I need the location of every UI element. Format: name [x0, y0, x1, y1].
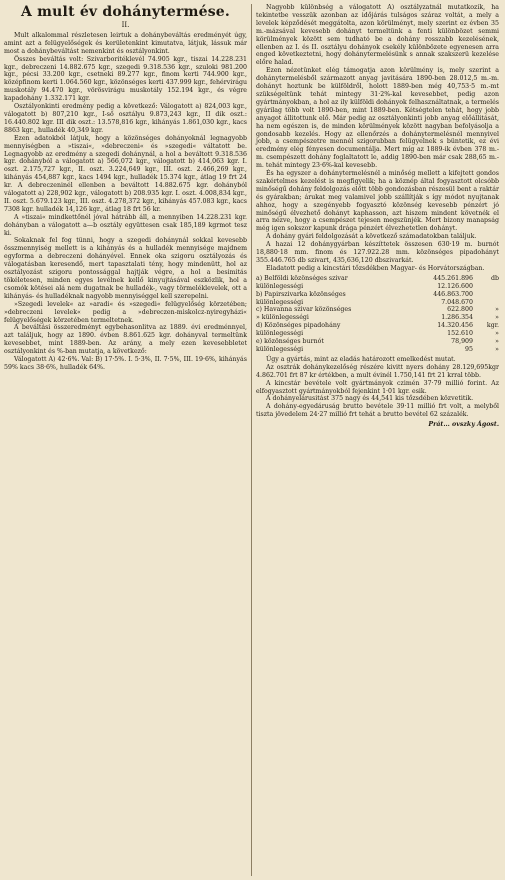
row-unit: » — [495, 314, 499, 322]
row-value: 152.610 — [447, 330, 473, 338]
row-label: b) Papirszivarka közönséges — [256, 290, 346, 298]
row-value: 622.800 — [447, 306, 473, 314]
table-row — [256, 346, 499, 354]
paragraph: Összes beváltás volt: Szivarboritéklevél 74.905 kgr., tiszai 14.228.231 kgr., debreczeni 14.882.675 kgr., szegedi 9.318.536 kgr., szuloki 981.200 kgr., pécsi 33.200 kgr., csetneki 89.277 kgr., finom kerti 744.900 kgr., középfinom kerti 1.064.560 kgr., közönséges kerti 437.999 kgr., fehérvirágu muskotály 94.470 kgr., vörösvirágu muskotály 152.194 kgr., és végre kapadohány 1.332.171 kgr. — [4, 55, 247, 103]
row-unit: » — [495, 306, 499, 314]
section-number: II. — [121, 21, 130, 29]
row-unit: kgr. — [486, 322, 499, 330]
paragraph: Úgy a gyártás, mint az eladás határozott emelkedést mutat. — [266, 355, 456, 363]
table-row — [256, 283, 499, 291]
row-value: 1.286.354 — [441, 314, 473, 322]
table-row — [256, 291, 499, 299]
paragraph: Ezen adatokból látjuk, hogy a közönséges dohányoknál legnagyobb mennyiségben a »tiszai«, »debreczeni« és »szegedi« váltatott be. Legnagyobb az eredmény a szegedi dohánynál, a hol a beváltott 9.318.536 kgr. dohányból a válogatott a) 566,072 kgr., válogatott b) 414,063 kgr. I. oszt. 2.175,727 kgr., II. oszt. 3.224,649 kgr., III. oszt. 2.466,269 kgr., kihányás 454,887 kgr., kacs 1494 kgr., hulladék 15.374 kgr., átlag 19 frt 24 kr. A debreczeninél ellenben a beváltott 14.882.675 kgr. dohányból válogatott a) 228,902 kgr., válogatott b) 208.935 kgr. I. oszt. 4.008,834 kgr., II. oszt. 5.679.123 kgr., III. oszt. 4.278,372 kgr., kihányás 457.083 kgr., kacs 7308 kgr. hulladék 14,126 kgr., átlag 18 frt 56 kr. — [4, 134, 247, 213]
row-label: d) Közönséges pipadohány — [256, 322, 341, 330]
paragraph: Mult alkalommal részletesen leirtuk a dohánybeváltás eredményét úgy, amint azt a felügyelőségek és kerületenkint kimutatva, látjuk, lássuk már most a dohánybeváltást nemenkint és osztályonkint. — [4, 31, 247, 55]
row-label: különlegességi — [256, 298, 304, 306]
paragraph: Eladatott pedig a kincstári tőzsdékben Magyar- és Horvátországban. — [266, 264, 485, 272]
row-unit: » — [495, 338, 499, 346]
column-divider — [251, 4, 252, 876]
row-value: 7.048.670 — [441, 298, 473, 306]
row-value: 445.261.896 — [433, 274, 473, 282]
row-label: c) Havanna szivar közönséges — [256, 306, 352, 314]
table-row — [256, 338, 499, 346]
row-label: a) Belföldi közönséges szivar — [256, 274, 348, 282]
paragraph: A dohány gyári feldolgozását a következő számadatokban találjuk. — [266, 233, 477, 241]
row-unit: » — [495, 330, 499, 338]
author-signature: Prát... ovszky Ágost. — [428, 421, 499, 429]
paragraph: És ha egyszer a dohánytermelésnél a minőség mellett a kifejtett gondos szakértelmes kezelést is megfigyelik; ha a köznép által fogyasztott olcsóbb minőségű dohány feldolgozás előtt több gondozásban részesül bent a raktár és gyárakban; árukat meg valamivel jobb szállítják s így módot nyujtanak ahhoz, hogy a szegényebb fogyasztó közönség kevesebb pénzért jó minőségű élvezhető dohányt kaphasson, azt hiszem mindent követnék el arra nézve, hogy a csempészet tejesen megszünjék. Mert bizony manapság még igen sokszor kapunk drága pénzért élvezhetetlen dohányt. — [256, 170, 499, 233]
paragraph: A kincstár bevétele volt gyártmányok czimén 37·79 millió forint. Az elfogyasztott gyártmányokból fejenkint 1·01 kgr. esik. — [256, 379, 499, 395]
left-column — [4, 4, 247, 372]
paragraph: Nagyobb különbség a válogatott A) osztályzatnál mutatkozik, ha tekintetbe vesszük azonban az időjárás tulságos száraz voltát, a mely a levelek képződését meggátolta, azon körülményt, mely szerint ez évben 35 m.-mázsával kevesebb dohányt termeltünk a fenti különbözet semmi körülmények között sem tudható be a dohány rosszabb kezelésének, ellenben az I. és II. osztályu dohányok csekély különbözete egyenesen arra enged következtetni, hogy dohánytermelésünk s annak szakszerü kezelése előre halad. — [256, 4, 499, 67]
paragraph: A beváltási összeredményt egybehasonlitva az 1889. évi eredménnyel, azt találjuk, hogy az 1890. évben 8.861.625 kgr. dohányval termeltünk kevesebbet, mint 1889-ben. Az arány, a mely ezen kevesebbletet osztályonkint és %-ban mutatja, a következő: — [4, 324, 247, 356]
paragraph: Osztályonkinti eredmény pedig a következő: Válogatott a) 824,003 kgr., válogatott b) 807,210 kgr., I-ső osztályu 9.873,243 kgr., II dik oszt.: 16.440.802 kgr. III dik oszt.: 13.578,816 kgr., kihányás 1.861,030 kgr., kacs 8863 kgr., hulladék 40,349 kgr. — [4, 103, 247, 134]
row-unit: db — [490, 274, 499, 282]
row-value: 14.320.456 — [437, 322, 473, 330]
table-row — [256, 299, 499, 307]
paragraph: A dohányelárusitást 375 nagy és 44,541 kis tőzsdében közvetitik. — [266, 395, 474, 403]
row-label: különlegességi — [256, 282, 304, 290]
paragraph: Válogatott A) 42·6%. Val: B) 17·5%. I. 5·3%, II. 7·5%, III. 19·6%, kihányás 59% kacs 38·6%, hulladék 64%. — [4, 356, 247, 371]
row-label: e) közönséges burnót — [256, 338, 324, 346]
table-row — [256, 306, 499, 314]
row-label: » különlegességi — [256, 314, 309, 322]
row-label: különlegességi — [256, 345, 304, 353]
paragraph: A »tiszai« mindkettőnél jóval hátrább áll, a mennyiben 14.228.231 kgr. dohányban a válogatott a—b osztály együttesen csak 185,189 kgrmot tesz ki. — [4, 213, 247, 237]
table-row — [256, 322, 499, 330]
table-row — [256, 330, 499, 338]
row-label: különlegességi — [256, 330, 304, 338]
paragraph: »Szegedi levelek« az »aradi« és »szegedi« felügyelőség körzetében; »debreczeni levelek« pedig a »debreczen-miskolcz-nyiregyházi« felügyelőségek körzetében termeltetnek. — [4, 300, 247, 324]
row-unit: » — [495, 345, 499, 353]
row-value: 12.126.600 — [437, 282, 473, 290]
right-column — [256, 4, 499, 429]
paragraph: Az osztrák dohánykezelőség részére kivitt nyers dohány 28.129,695kgr 4.862.701 frt 87 kr értékben, a mult évinél 1.750,141 frt 21 krral több. — [256, 363, 499, 379]
paragraph: Ezen nézetünket elég támogatja azon körülmény is, mely szerint a dohánytermelésből származott anyag javitására 1890-ben 28.012,5 m.-m. dohányt hoztunk be külföldről, holott 1889-ben még 40,753·5 m.-mt szükségeltünk tehát mintegy 31·2%-kal kevesebbet, pedig azon gyártmányokban, a hol az ily külföldi dohányok felhasználtatnak, a termelés gyárilag több volt 1890-ben, mint 1889-ben. Kétségtelen tehát, hogy jobb anyagot állitottunk elő. Már pedig az osztályonkinti jobb anyag előállitását, ha nem egészen is, de minden körülmények között nagyban befolyásolja a gondosabb kezelés. Hogy az ellenőrzés a dohánytermelésnél mennyivel jobb, a csempészetre mennél szigorubban felügyelnek s büntetik, ez évi eredmény elég fényesen documentálja. Mert míg az 1889-ik évben 378 m.-m. csempészett dohány foglaltatott le, addig 1890-ben már csak 288,65 m.-m. tehát mintegy 23·6%-kal kevesebb. — [256, 67, 499, 170]
paragraph: Sokaknak fel fog tünni, hogy a szegedi dohánynál sokkal kevesebb összmennyiség mellett is a kihányás és a hulladék mennyisége majdnem egyforma a debreczeni dohányével. Ennek oka szigoru osztályozás és válogatásban keresendő, mert tapasztalati tény, hogy mindenütt, hol az osztályozást szigoru pontossággal hajtják végre, a hol a besimitás tökéletesen, minden egyes levélnek kellő kinyujtásával eszközlik, hol a csomók kötései alá nem dugatnak be hulladék-, vagy törmeléklevelek, ott a kihányás- és hulladéknak nagyobb mennyiséggel kell szerepelni. — [4, 237, 247, 300]
table-row — [256, 275, 499, 283]
paragraph: A hazai 12 dohánygyárban készíttetek összesen 630·19 m. burnót 18,880·18 mm. finom és 127.922.28 mm. közönséges pipadohányt 355.446.765 db szivart, 435,636,120 dbszivarkát. — [256, 241, 499, 264]
paragraph: A dohány-egyedáruság brutto bevétele 39·11 millió frt volt, a melyből tiszta jövedelem 24·27 millió frt tehát a brutto bevétel 62 százalék. — [256, 403, 499, 419]
article-title: A mult év dohánytermése. — [21, 4, 230, 20]
row-value: 95 — [465, 345, 473, 353]
sales-table — [256, 275, 499, 354]
row-value: 78,909 — [451, 338, 473, 346]
table-row — [256, 314, 499, 322]
row-value: 446.863.700 — [433, 290, 473, 298]
